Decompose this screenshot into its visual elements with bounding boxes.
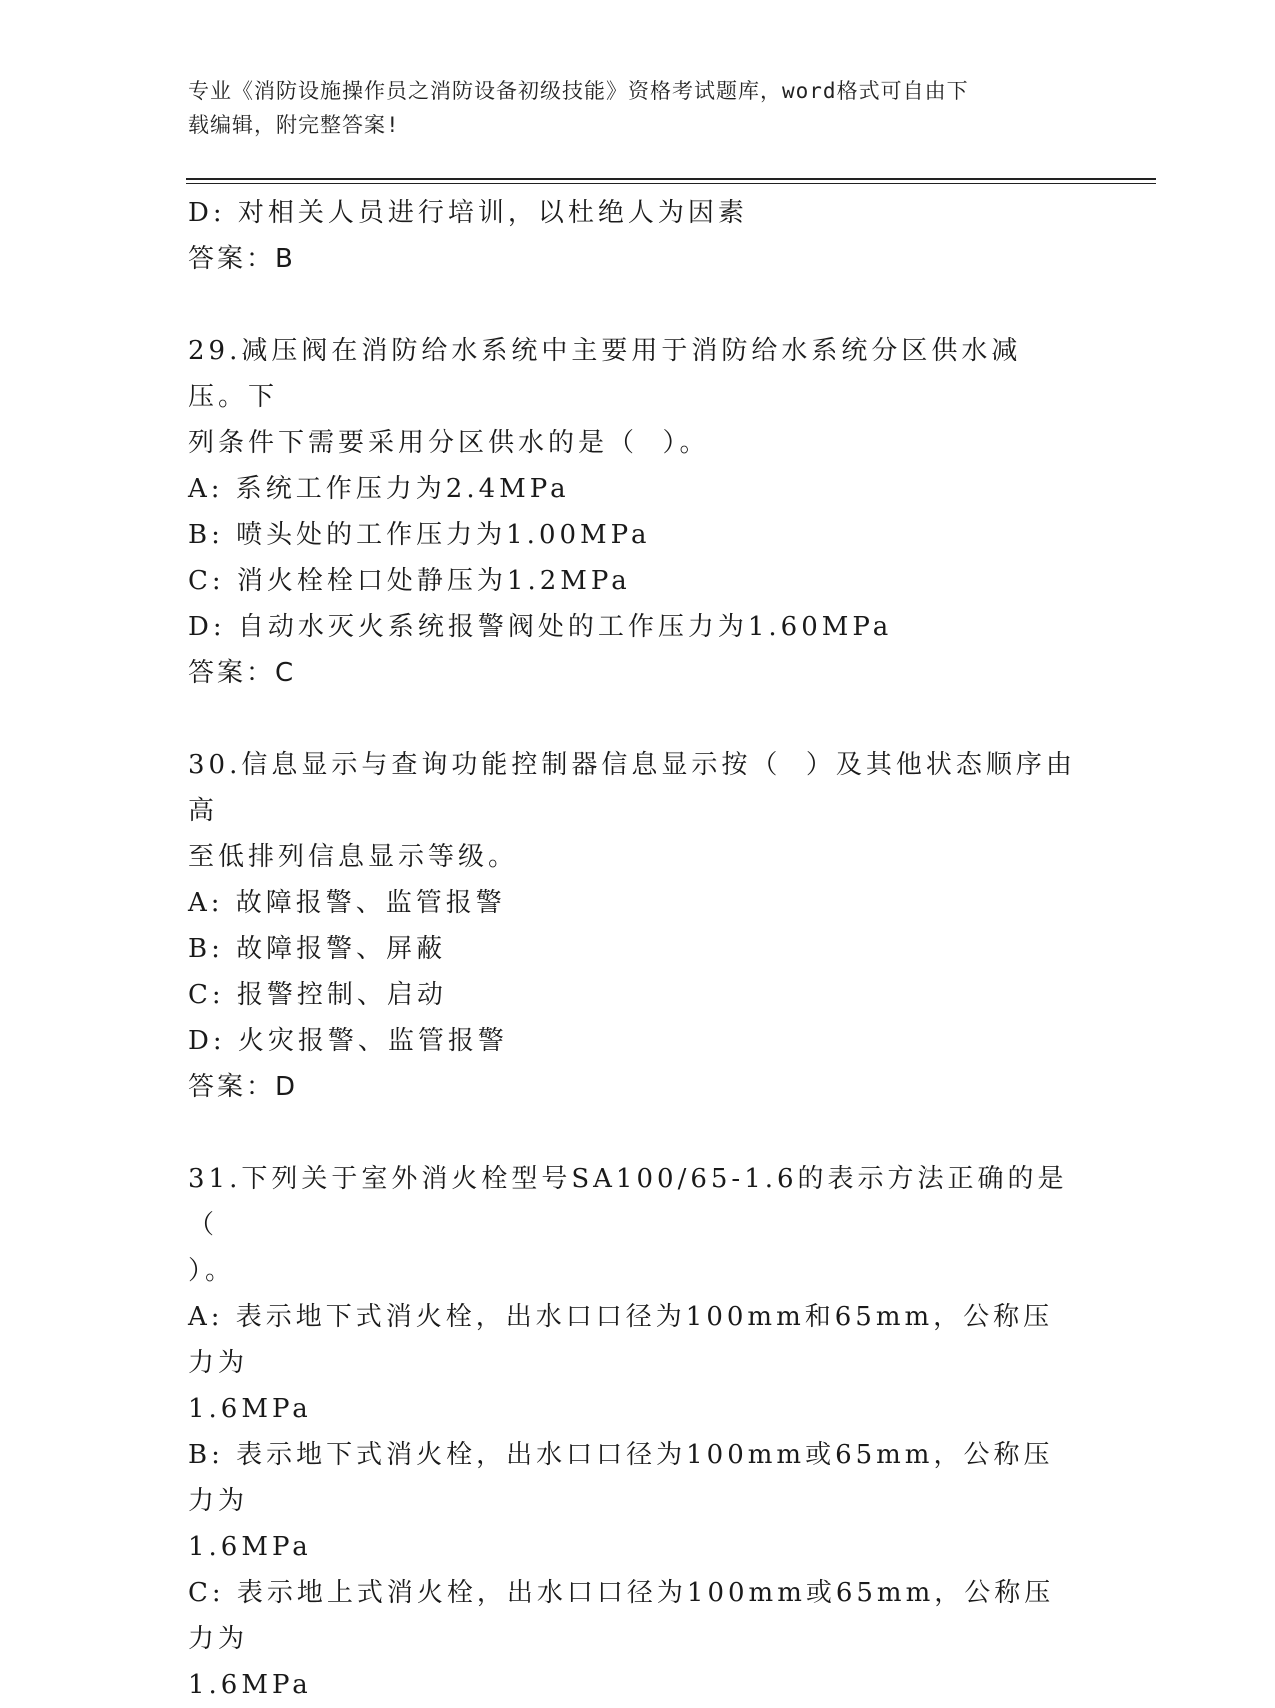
option-b-continuation: 1.6MPa — [188, 1532, 312, 1562]
question-stem-line: 至低排列信息显示等级。 — [188, 842, 519, 872]
question-stem-line: 31.下列关于室外消火栓型号SA100/65-1.6的表示方法正确的是（ — [188, 1164, 1068, 1240]
option-c-continuation: 1.6MPa — [188, 1670, 312, 1700]
document-header — [188, 74, 1068, 142]
option-a: A: 表示地下式消火栓，出水口口径为100mm和65mm，公称压力为 — [188, 1302, 1054, 1378]
option-d: D: 对相关人员进行培训，以杜绝人为因素 — [188, 198, 748, 228]
option-c: C: 报警控制、启动 — [188, 980, 447, 1010]
option-a: A: 故障报警、监管报警 — [188, 888, 506, 918]
option-d: D: 火灾报警、监管报警 — [188, 1026, 508, 1056]
question-content — [188, 190, 1078, 1708]
option-b: B: 故障报警、屏蔽 — [188, 934, 447, 964]
option-a: A: 系统工作压力为2.4MPa — [188, 474, 570, 504]
option-c: C: 表示地上式消火栓，出水口口径为100mm或65mm，公称压力为 — [188, 1578, 1055, 1654]
answer-line: 答案：C — [188, 658, 297, 688]
answer-line: 答案：B — [188, 244, 296, 274]
question-29 — [188, 328, 1078, 696]
question-30 — [188, 742, 1078, 1110]
header-divider-thick — [186, 178, 1156, 180]
previous-question-tail — [188, 190, 1078, 282]
option-d: D: 自动水灭火系统报警阀处的工作压力为1.60MPa — [188, 612, 893, 642]
question-stem-line: 29.减压阀在消防给水系统中主要用于消防给水系统分区供水减压。下 — [188, 336, 1022, 412]
option-b: B: 喷头处的工作压力为1.00MPa — [188, 520, 651, 550]
header-divider-thin — [186, 183, 1156, 184]
question-stem-line: ）。 — [188, 1256, 236, 1286]
spacer — [188, 696, 1078, 742]
spacer — [188, 1110, 1078, 1156]
spacer — [188, 282, 1078, 328]
question-stem-line: 30.信息显示与查询功能控制器信息显示按（ ）及其他状态顺序由高 — [188, 750, 1076, 826]
option-a-continuation: 1.6MPa — [188, 1394, 312, 1424]
answer-line: 答案：D — [188, 1072, 299, 1102]
option-b: B: 表示地下式消火栓，出水口口径为100mm或65mm，公称压力为 — [188, 1440, 1054, 1516]
option-c: C: 消火栓栓口处静压为1.2MPa — [188, 566, 631, 596]
header-line-2: 载编辑，附完整答案! — [188, 113, 400, 137]
header-line-1: 专业《消防设施操作员之消防设备初级技能》资格考试题库，word格式可自由下 — [188, 79, 969, 103]
question-31 — [188, 1156, 1078, 1708]
question-stem-line: 列条件下需要采用分区供水的是（ ）。 — [188, 428, 710, 458]
